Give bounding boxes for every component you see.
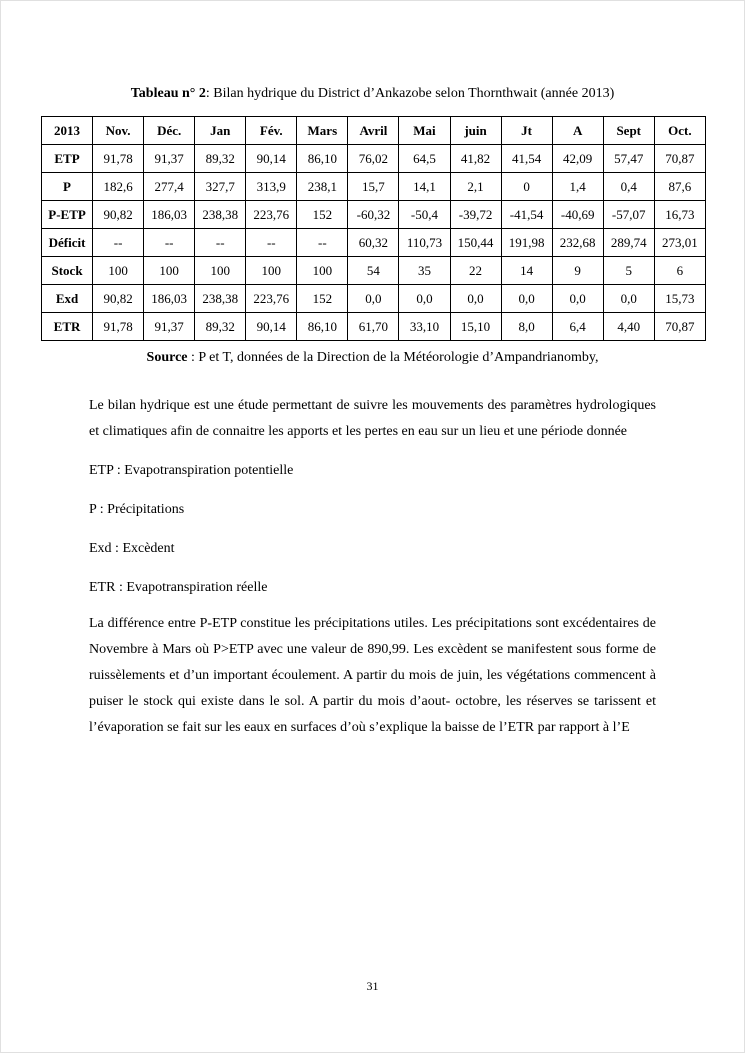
table-header-cell: Avril xyxy=(348,117,399,145)
table-cell: 70,87 xyxy=(654,145,705,173)
table-header-cell: Jan xyxy=(195,117,246,145)
table-cell: -- xyxy=(144,229,195,257)
table-row xyxy=(42,201,706,229)
table-header-cell: Sept xyxy=(603,117,654,145)
table-cell: 86,10 xyxy=(297,145,348,173)
table-cell: 64,5 xyxy=(399,145,450,173)
table-cell: -- xyxy=(195,229,246,257)
table-header-cell: Déc. xyxy=(144,117,195,145)
table-cell: 313,9 xyxy=(246,173,297,201)
table-cell: 90,14 xyxy=(246,313,297,341)
row-label-cell: ETP xyxy=(42,145,93,173)
table-cell: -50,4 xyxy=(399,201,450,229)
table-cell: 22 xyxy=(450,257,501,285)
table-cell: 186,03 xyxy=(144,201,195,229)
table-cell: 100 xyxy=(195,257,246,285)
table-body xyxy=(42,145,706,341)
table-header-cell: Oct. xyxy=(654,117,705,145)
source-label: Source xyxy=(146,350,188,365)
table-cell: -60,32 xyxy=(348,201,399,229)
table-cell: 5 xyxy=(603,257,654,285)
table-cell: 91,37 xyxy=(144,145,195,173)
table-header-cell: Mai xyxy=(399,117,450,145)
paragraph-analysis: La différence entre P-ETP constitue les précipitations utiles. Les précipitations sont excédentaires de Novembre à Mars où P˃ETP avec une valeur de 890,99. Les excèdent se manifestent sous forme de ruissèlements et d’un important écoulement. A partir du mois de juin, les végétations commencent à puiser le stock qui existe dans le sol. A partir du mois d’aout- octobre, les réserves se tarissent et l’évaporation se fait sur les eaux en surfaces d’où s’explique la baisse de l’ETR par rapport à l’E xyxy=(89,616,656,735)
table-cell: 277,4 xyxy=(144,173,195,201)
table-cell: 0,0 xyxy=(399,285,450,313)
table-cell: 16,73 xyxy=(654,201,705,229)
table-title xyxy=(41,85,704,103)
table-cell: -57,07 xyxy=(603,201,654,229)
table-cell: 150,44 xyxy=(450,229,501,257)
table-cell: 0,0 xyxy=(552,285,603,313)
paragraph-intro: Le bilan hydrique est une étude permettant de suivre les mouvements des paramètres hydrologiques et climatiques afin de connaitre les apports et les pertes en eau sur un lieu et une période donnée xyxy=(89,398,656,439)
table-cell: 9 xyxy=(552,257,603,285)
table-cell: 1,4 xyxy=(552,173,603,201)
table-cell: 273,01 xyxy=(654,229,705,257)
table-header-cell: Nov. xyxy=(93,117,144,145)
definition-etp: ETP : Evapotranspiration potentielle xyxy=(89,463,294,478)
table-cell: 238,1 xyxy=(297,173,348,201)
table-cell: 41,82 xyxy=(450,145,501,173)
table-cell: 4,40 xyxy=(603,313,654,341)
table-cell: 91,78 xyxy=(93,145,144,173)
table-cell: 100 xyxy=(93,257,144,285)
table-title-text: : Bilan hydrique du District d’Ankazobe selon Thornthwait (année 2013) xyxy=(205,86,615,101)
table-cell: -- xyxy=(297,229,348,257)
definition-etr: ETR : Evapotranspiration réelle xyxy=(89,580,268,595)
table-cell: 57,47 xyxy=(603,145,654,173)
row-label-cell: P-ETP xyxy=(42,201,93,229)
table-cell: 33,10 xyxy=(399,313,450,341)
table-cell: 41,54 xyxy=(501,145,552,173)
table-cell: 6 xyxy=(654,257,705,285)
row-label-cell: ETR xyxy=(42,313,93,341)
table-header-cell: A xyxy=(552,117,603,145)
table-cell: 86,10 xyxy=(297,313,348,341)
table-cell: -40,69 xyxy=(552,201,603,229)
row-label-cell: Stock xyxy=(42,257,93,285)
table-cell: 186,03 xyxy=(144,285,195,313)
row-label-cell: Déficit xyxy=(42,229,93,257)
table-cell: 0,0 xyxy=(603,285,654,313)
table-cell: 89,32 xyxy=(195,313,246,341)
table-cell: 152 xyxy=(297,201,348,229)
table-row xyxy=(42,145,706,173)
table-cell: 232,68 xyxy=(552,229,603,257)
table-cell: 238,38 xyxy=(195,285,246,313)
table-cell: 238,38 xyxy=(195,201,246,229)
table-cell: -- xyxy=(93,229,144,257)
table-cell: 0 xyxy=(501,173,552,201)
table-cell: 8,0 xyxy=(501,313,552,341)
table-header-cell: Jt xyxy=(501,117,552,145)
table-cell: 0,0 xyxy=(501,285,552,313)
table-header-year-cell: 2013 xyxy=(42,117,93,145)
table-title-label: Tableau n° 2 xyxy=(130,86,206,101)
table-cell: 110,73 xyxy=(399,229,450,257)
table-cell: 61,70 xyxy=(348,313,399,341)
definition-p: P : Précipitations xyxy=(89,502,185,517)
body-text xyxy=(89,393,656,741)
table-cell: 60,32 xyxy=(348,229,399,257)
table-cell: -39,72 xyxy=(450,201,501,229)
table-cell: 14 xyxy=(501,257,552,285)
table-cell: 191,98 xyxy=(501,229,552,257)
row-label-cell: Exd xyxy=(42,285,93,313)
table-cell: 91,78 xyxy=(93,313,144,341)
table-cell: 70,87 xyxy=(654,313,705,341)
table-row xyxy=(42,173,706,201)
table-cell: 76,02 xyxy=(348,145,399,173)
table-cell: 223,76 xyxy=(246,201,297,229)
table-header-cell: juin xyxy=(450,117,501,145)
table-cell: -41,54 xyxy=(501,201,552,229)
page-number: 31 xyxy=(366,979,379,993)
table-cell: 0,4 xyxy=(603,173,654,201)
table-header-row xyxy=(42,117,706,145)
table-row xyxy=(42,285,706,313)
table-cell: 89,32 xyxy=(195,145,246,173)
table-row xyxy=(42,257,706,285)
table-header xyxy=(42,117,706,145)
table-cell: 14,1 xyxy=(399,173,450,201)
table-cell: 100 xyxy=(144,257,195,285)
table-cell: 327,7 xyxy=(195,173,246,201)
table-cell: 15,73 xyxy=(654,285,705,313)
table-cell: 54 xyxy=(348,257,399,285)
table-cell: 6,4 xyxy=(552,313,603,341)
table-cell: 35 xyxy=(399,257,450,285)
table-cell: 2,1 xyxy=(450,173,501,201)
table-cell: 90,14 xyxy=(246,145,297,173)
table-cell: 87,6 xyxy=(654,173,705,201)
table-cell: 91,37 xyxy=(144,313,195,341)
table-cell: 90,82 xyxy=(93,285,144,313)
table-cell: 100 xyxy=(246,257,297,285)
source-text: : P et T, données de la Direction de la Météorologie d’Ampandrianomby, xyxy=(187,350,599,365)
water-balance-table xyxy=(41,116,706,341)
table-cell: 15,10 xyxy=(450,313,501,341)
table-header-cell: Mars xyxy=(297,117,348,145)
table-cell: 0,0 xyxy=(450,285,501,313)
row-label-cell: P xyxy=(42,173,93,201)
table-row xyxy=(42,313,706,341)
definition-exd: Exd : Excèdent xyxy=(89,541,175,556)
table-cell: 182,6 xyxy=(93,173,144,201)
source-line xyxy=(41,349,704,367)
table-cell: 152 xyxy=(297,285,348,313)
table-cell: 100 xyxy=(297,257,348,285)
table-cell: 15,7 xyxy=(348,173,399,201)
table-header-cell: Fév. xyxy=(246,117,297,145)
table-cell: 0,0 xyxy=(348,285,399,313)
table-cell: 42,09 xyxy=(552,145,603,173)
table-cell: 90,82 xyxy=(93,201,144,229)
table-cell: -- xyxy=(246,229,297,257)
table-cell: 289,74 xyxy=(603,229,654,257)
table-cell: 223,76 xyxy=(246,285,297,313)
table-row xyxy=(42,229,706,257)
